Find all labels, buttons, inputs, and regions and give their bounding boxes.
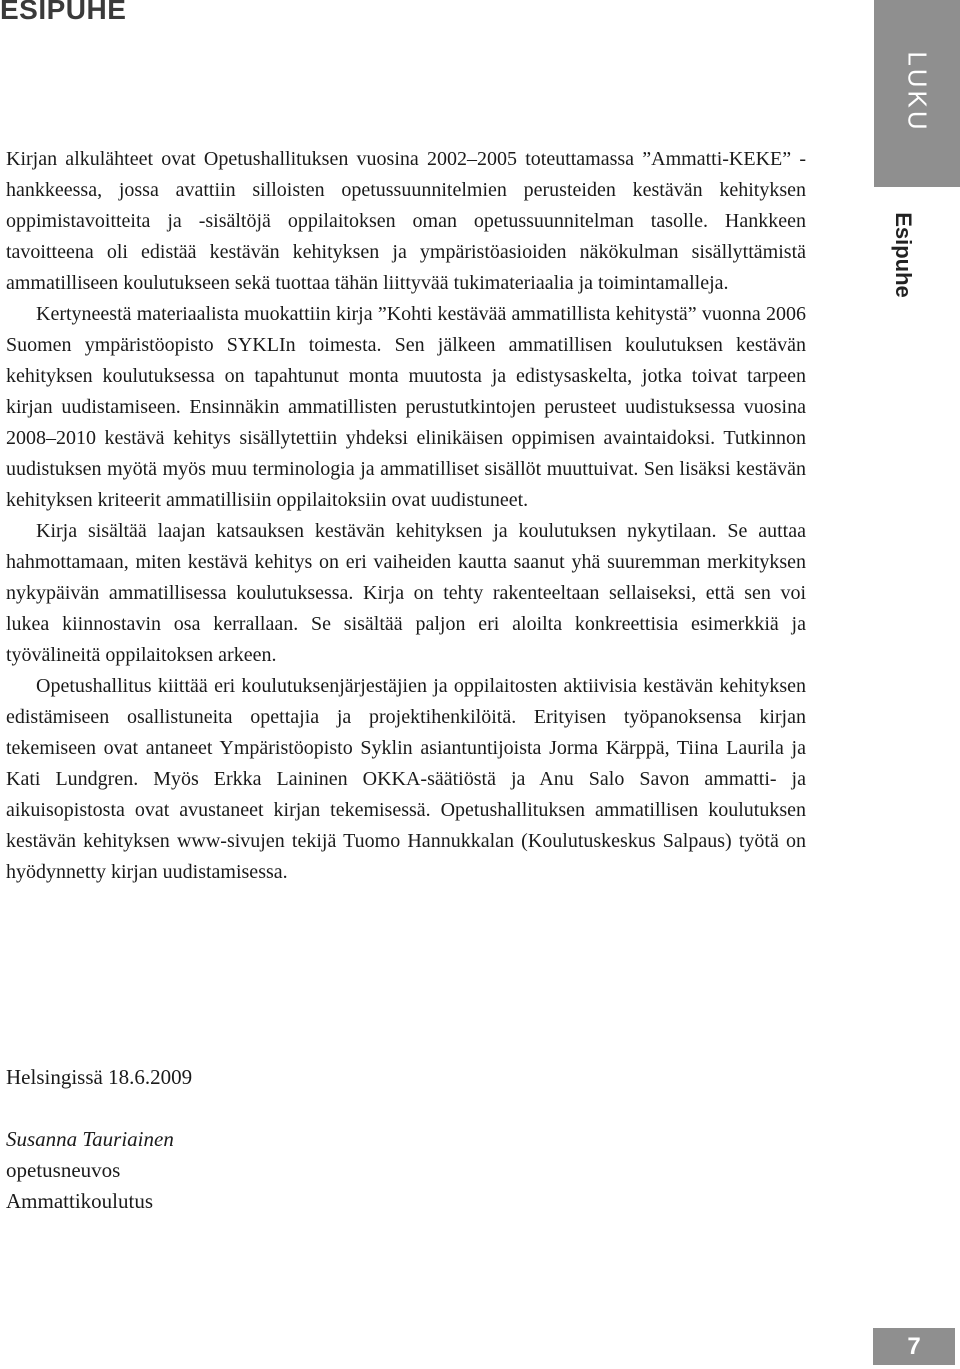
signer-title: opetusneuvos xyxy=(6,1158,121,1182)
section-label: Esipuhe xyxy=(891,212,916,298)
place-date: Helsingissä 18.6.2009 xyxy=(6,1065,193,1089)
page-number: 7 xyxy=(873,1328,955,1365)
chapter-tab xyxy=(874,0,960,187)
paragraph: Kirja sisältää laajan katsauksen kestävän kehityksen ja koulutuksen nykytilaan. Se auttaa hahmottamaan, miten kestävä kehitys on eri vaiheiden kautta saanut yhä suuremman merkityksen nykypäivän ammatillisessa koulutuksessa. Kirja on tehty rakenteeltaan sellaiseksi, että sen voi lukea kiinnostavin osa kerrallaan. Se sisältää paljon eri aloilta konkreettisia esimerkkiä ja työvälineitä oppilaitoksen arkeen. xyxy=(6,520,806,666)
paragraph: Kertyneestä materiaalista muokattiin kirja ”Kohti kestävää ammatillista kehitystä” vuonna 2006 Suomen ympäristöopisto SYKLIn toimesta. Sen jälkeen ammatillisen koulutuksen kestävän kehityksen koulutuksessa on tapahtunut monta muutosta ja edistysaskelta, jotka toivat tarpeen kirjan uudistamiseen. Ensinnäkin ammatillisten perustutkintojen perusteet uudistuksessa vuosina 2008–2010 kestävä kehitys sisällytettiin yhdeksi elinikäisen oppimisen avaintaidoksi. Tutkinnon uudistuksen myötä myös muu terminologia ja ammatilliset sisällöt muuttuivat. Sen lisäksi kestävän kehityksen kriteerit ammatillisiin oppilaitoksiin ovat uudistuneet. xyxy=(6,303,806,511)
signer-name: Susanna Tauriainen xyxy=(6,1127,174,1151)
paragraph: Opetushallitus kiittää eri koulutuksenjärjestäjien ja oppilaitosten aktiivisia kestävän kehityksen edistämiseen osallistuneita opettajia ja projektihenkilöitä. Erityisen työpanoksensa kirjan tekemiseen ovat antaneet Ympäristöopisto Syklin asiantuntijoista Jorma Kärppä, Tiina Laurila ja Kati Lundgren. Myös Erkka Laininen OKKA-säätiöstä ja Anu Salo Savon ammatti- ja aikuisopistosta ovat avustaneet kirjan tekemisessä. Opetushallituksen ammatillisen koulutuksen kestävän kehityksen www-sivujen tekijä Tuomo Hannukkalan (Koulutuskeskus Salpaus) työtä on hyödynnetty kirjan uudistamisessa. xyxy=(6,675,806,883)
signature-block xyxy=(6,1124,174,1217)
paragraph: Kirjan alkulähteet ovat Opetushallituksen vuosina 2002–2005 toteuttamassa ”Ammatti-KEKE” -hankkeessa, jossa avattiin silloisten opetussuunnitelmien perusteiden kestävän kehityksen oppimistavoitteita ja -sisältöjä oppilaitoksen oman opetussuunnitelman tasolle. Hankkeen tavoitteena oli edistää kestävän kehityksen ja ympäristöasioiden näkökulman sisällyttämistä ammatilliseen koulutukseen sekä tuottaa tähän liittyvää tukimateriaalia ja toimintamalleja. xyxy=(6,148,806,294)
signer-unit: Ammattikoulutus xyxy=(6,1189,153,1213)
chapter-tab-label: LUKU xyxy=(902,51,933,133)
body-text xyxy=(6,144,806,888)
page-title: ESIPUHE xyxy=(0,0,127,25)
